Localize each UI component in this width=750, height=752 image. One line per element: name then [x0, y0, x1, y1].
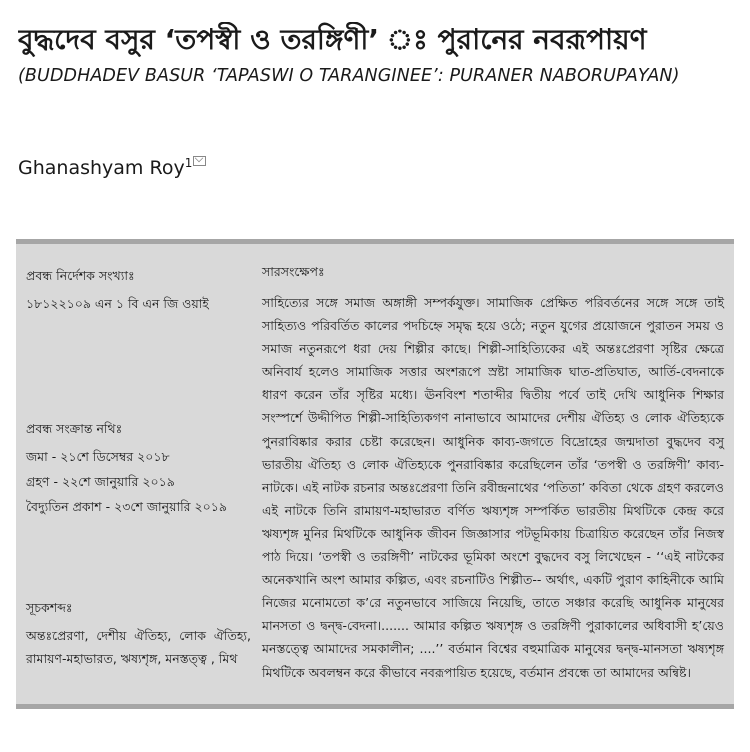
abstract-text: সাহিত্যের সঙ্গে সমাজ অঙ্গাঙ্গী সম্পর্কযুক্ত। সামাজিক প্রেক্ষিত পরিবর্তনের সঙ্গে সঙ্গে তাই সাহিত্যও পরিবর্তিত কালের পদচিহ্নে সমৃদ্ধ হয়ে ওঠে; নতুন যুগের প্রয়োজনে পুরাতন সময় ও সমাজ নতুনরূপে ধরা দেয় শিল্পীর কাছে। শিল্পী-সাহিত্যিকের এই অন্তঃপ্রেরণা সৃষ্টির ক্ষেত্রে অনিবার্য হলেও সামাজিক সত্তার অংশরূপে স্রষ্টা সামাজিক ঘাত-প্রতিঘাত, আর্তি-বেদনাকে ধারণ করেন তাঁর সৃষ্টির মধ্যে। ঊনবিংশ শতাব্দীর দ্বিতীয় পর্বে তাই দেখি আধুনিক শিক্ষার সংস্পর্শে উদ্দীপিত শিল্পী-সাহিত্যিকগণ নানাভাবে আমাদের দেশীয় ঐতিহ্য ও লোক ঐতিহ্যকে পুনরাবিষ্কার করার চেষ্টা করেছেন। আধুনিক কাব্য-জগতে বিদ্রোহের জন্মদাতা বুদ্ধদেব বসু ভারতীয় ঐতিহ্য ও লোক ঐতিহ্যকে পুনরাবিষ্কার করেছিলেন তাঁর ‘তপস্বী ও তরঙ্গিণী’ কাব্য-নাটকে। এই নাটক রচনার অন্তঃপ্রেরণা তিনি রবীন্দ্রনাথের ‘পতিতা’ কবিতা থেকে গ্রহণ করলেও এই নাটকে তিনি রামায়ণ-মহাভারত বর্ণিত ঋষ্যশৃঙ্গ সম্পর্কিত ভারতীয় মিথটিকে কেন্দ্র করে ঋষ্যশৃঙ্গ মুনির মিথটিকে আধুনিক জীবন জিজ্ঞাসার পটভূমিকায় চিত্রায়িত করেছেন তাঁর নিজস্ব পাঠ দিয়ে। ‘তপস্বী ও তরঙ্গিণী’ নাটকের ভূমিকা অংশে বুদ্ধদেব বসু লিখেছেন - ‘‘এই নাটকের অনেকখানি অংশ আমার কল্পিত, এবং রচনাটিও শিল্পীত-- অর্থাৎ, একটি পুরাণ কাহিনীকে আমি নিজের মনোমতো ক’রে নতুনভাবে সাজিয়ে নিয়েছি, তাতে সঞ্চার করেছি আধুনিক মানুষের মানসতা ও দ্বন্দ্ব-বেদনা।....... আমার কল্পিত ঋষ্যশৃঙ্গ ও তরঙ্গিণী পুরাকালের অধিবাসী হ’য়েও মনস্তত্ত্বে আমাদের সমকালীন; ....’’ বর্তমান বিশ্বের বহুমাত্রিক মানুষের দ্বন্দ্ব-মানসতা ঋষ্যশৃঙ্গ মিথটিকে অবলম্বন করে কীভাবে নবরূপায়িত হয়েছে, বর্তমান প্রবন্ধে তা আমাদের অন্বিষ্ট।: [262, 295, 724, 680]
abstract-label: সারসংক্ষেপঃ: [262, 264, 325, 279]
paper-title: বুদ্ধদেব বসুর ‘তপস্বী ও তরঙ্গিণী’ ঃ পুরানের নবরূপায়ণ: [18, 23, 647, 56]
submitted-date: জমা - ২১শে ডিসেম্বর ২০১৮: [26, 449, 170, 464]
author-affiliation-mark: 1: [184, 156, 193, 170]
article-info-box: [16, 239, 734, 709]
reference-label: প্রবন্ধ নির্দেশক সংখ্যাঃ: [26, 268, 135, 283]
author-line: [18, 150, 206, 181]
envelope-icon[interactable]: [193, 156, 206, 166]
keywords-list: অন্তঃপ্রেরণা, দেশীয় ঐতিহ্য, লোক ঐতিহ্য, রামায়ণ-মহাভারত, ঋষ্যশৃঙ্গ, মনস্তত্ত্ব , মিথ: [26, 628, 251, 667]
accepted-date: গ্রহণ - ২২শে জানুয়ারি ২০১৯: [26, 474, 175, 489]
paper-subtitle: (BUDDHADEV BASUR ‘TAPASWI O TARANGINEE’: PURANER NABORUPAYAN): [18, 66, 680, 86]
published-date: বৈদ্যুতিন প্রকাশ - ২৩শে জানুয়ারি ২০১৯: [26, 499, 228, 514]
history-label: প্রবন্ধ সংক্রান্ত নথিঃ: [26, 421, 123, 436]
keywords-label: সূচকশব্দঃ: [26, 600, 73, 615]
author-name: Ghanashyam Roy: [18, 157, 185, 179]
reference-value: ১৮১২২১০৯ এন ১ বি এন জি ওয়াই: [26, 296, 209, 311]
